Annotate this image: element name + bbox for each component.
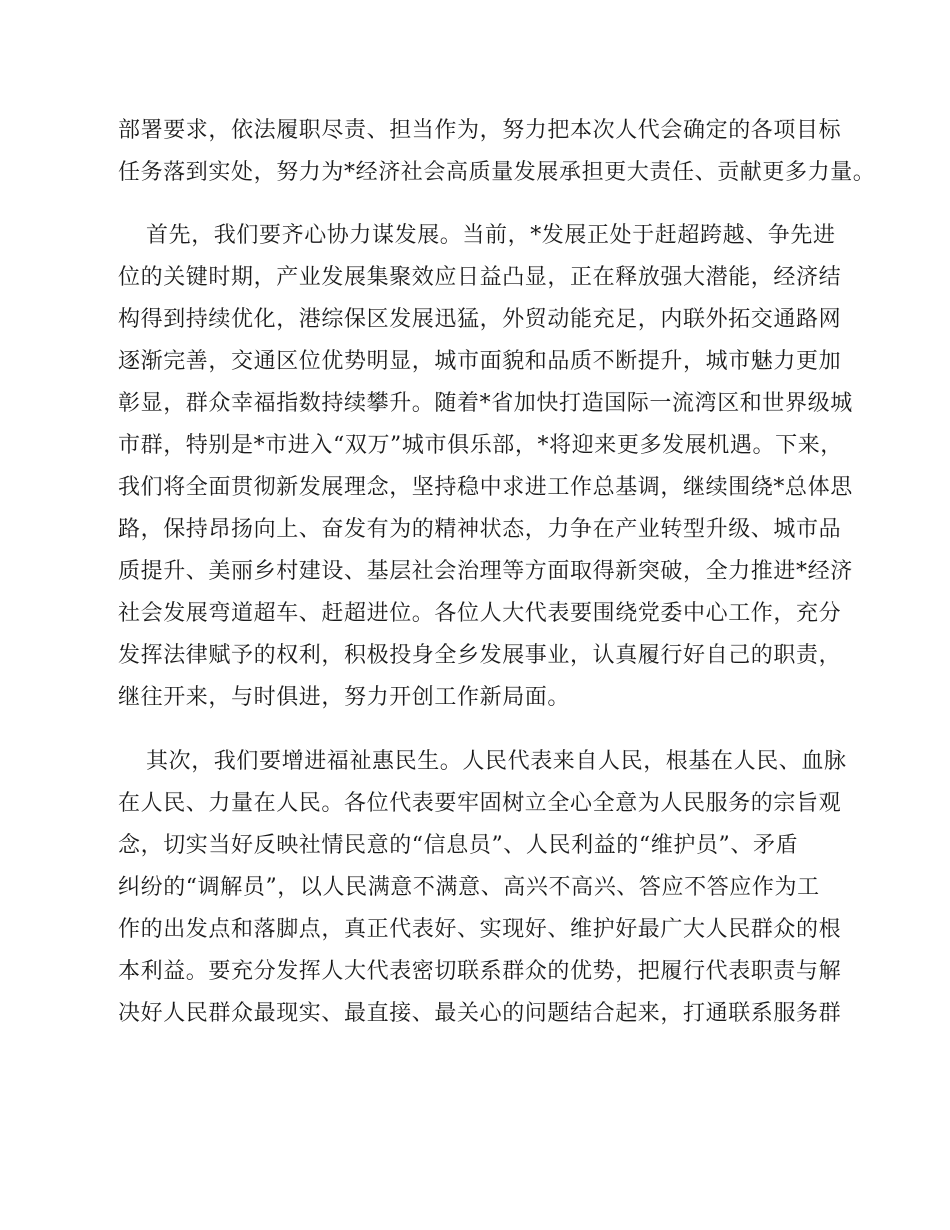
text-line: 继往开来，与时俱进，努力开创工作新局面。 [118, 685, 571, 710]
text-line: 位的关键时期，产业发展集聚效应日益凸显，正在释放强大潜能，经济结 [118, 265, 842, 290]
text-line: 社会发展弯道超车、赶超进位。各位人大代表要围绕党委中心工作，充分 [118, 601, 842, 626]
text-line: 路，保持昂扬向上、奋发有为的精神状态，力争在产业转型升级、城市品 [118, 517, 842, 542]
text-line: 发挥法律赋予的权利，积极投身全乡发展事业，认真履行好自己的职责， [118, 643, 842, 668]
text-line: 彰显，群众幸福指数持续攀升。随着*省加快打造国际一流湾区和世界级城 [118, 391, 853, 416]
text-line: 质提升、美丽乡村建设、基层社会治理等方面取得新突破，全力推进*经济 [118, 559, 853, 584]
text-line: 本利益。要充分发挥人大代表密切联系群众的优势，把履行代表职责与解 [118, 959, 842, 984]
text-line: 我们将全面贯彻新发展理念，坚持稳中求进工作总基调，继续围绕*总体思 [118, 475, 853, 500]
text-line: 在人民、力量在人民。各位代表要牢固树立全心全意为人民服务的宗旨观 [118, 791, 842, 816]
text-line: 构得到持续优化，港综保区发展迅猛，外贸动能充足，内联外拓交通路网 [118, 307, 842, 332]
text-line: 其次，我们要增进福祉惠民生。人民代表来自人民，根基在人民、血脉 [146, 749, 847, 774]
text-line: 决好人民群众最现实、最直接、最关心的问题结合起来，打通联系服务群 [118, 1001, 842, 1026]
text-line: 首先，我们要齐心协力谋发展。当前，*发展正处于赶超跨越、争先进 [146, 223, 836, 248]
text-line: 部署要求，依法履职尽责、担当作为，努力把本次人代会确定的各项目标 [118, 118, 842, 143]
text-line: 作的出发点和落脚点，真正代表好、实现好、维护好最广大人民群众的根 [118, 917, 842, 942]
text-line: 市群，特别是*市进入“双万”城市俱乐部，*将迎来更多发展机遇。下来， [118, 433, 843, 458]
text-line: 念，切实当好反映社情民意的“信息员”、人民利益的“维护员”、矛盾 [118, 833, 799, 858]
text-line: 任务落到实处，努力为*经济社会高质量发展承担更大责任、贡献更多力量。 [118, 160, 876, 185]
text-line: 纠纷的“调解员”，以人民满意不满意、高兴不高兴、答应不答应作为工 [118, 875, 820, 900]
text-line: 逐渐完善，交通区位优势明显，城市面貌和品质不断提升，城市魅力更加 [118, 349, 842, 374]
